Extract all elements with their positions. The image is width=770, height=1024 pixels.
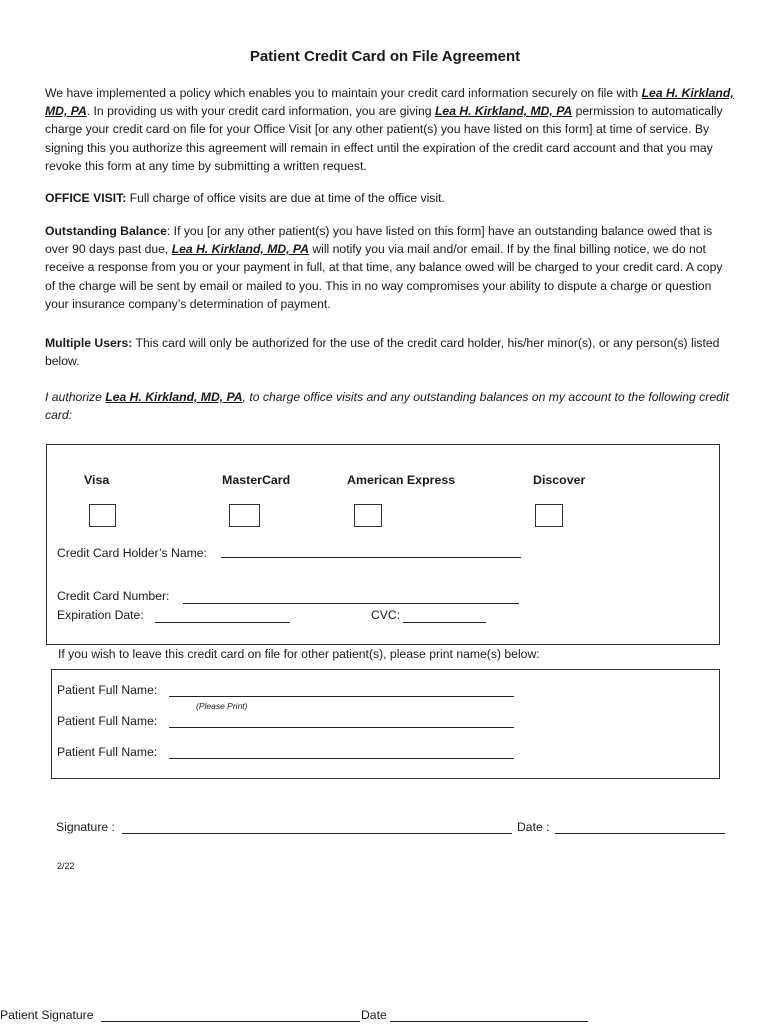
card-holder-label: Credit Card Holder’s Name:	[57, 546, 207, 560]
other-patients-box	[51, 669, 720, 779]
card-type-mastercard-label: MasterCard	[222, 473, 291, 487]
card-type-amex-label: American Express	[347, 473, 456, 487]
patient-signature-label: Patient Signature	[0, 1008, 94, 1022]
office-visit-text: Full charge of office visits are due at time of the office visit.	[126, 191, 445, 205]
outstanding-balance-label: Outstanding Balance	[45, 224, 167, 238]
credit-card-box	[46, 444, 720, 645]
outstanding-balance-paragraph	[45, 222, 735, 313]
card-number-label: Credit Card Number:	[57, 589, 170, 603]
practice-name: Lea H. Kirkland, MD, PA	[171, 242, 309, 257]
patient-name-label-3: Patient Full Name:	[57, 745, 158, 759]
patient-name-field-3[interactable]	[169, 758, 514, 759]
please-print-note: (Please Print)	[196, 701, 248, 711]
date-field[interactable]	[555, 833, 725, 834]
card-type-discover-label: Discover	[533, 473, 586, 487]
card-holder-field[interactable]	[221, 557, 521, 558]
multiple-users-label: Multiple Users:	[45, 336, 133, 350]
footer-date-label: Date	[361, 1008, 387, 1022]
intro-text-3: permission to automatically charge your credit card on file for your Office Visit [or any other patient(s) you have listed on this form] at time of service. By signing this you authorize this agreement will remain in effect until the expiration of the credit card account and that you may revoke this form at any time by submitting a written request.	[45, 104, 723, 173]
patient-name-field-1[interactable]	[169, 696, 514, 697]
patient-name-label-1: Patient Full Name:	[57, 683, 158, 697]
authorize-text-2: , to charge office visits and any outstanding balances on my account to the following credit card:	[45, 390, 729, 423]
patient-name-label-2: Patient Full Name:	[57, 714, 158, 728]
multiple-users-text: This card will only be authorized for the use of the credit card holder, his/her minor(s), or any person(s) listed below.	[45, 336, 720, 369]
card-number-field[interactable]	[183, 603, 519, 604]
card-type-visa-label: Visa	[84, 473, 110, 487]
intro-paragraph	[45, 84, 735, 175]
practice-name: Lea H. Kirkland, MD, PA	[45, 86, 734, 119]
patient-signature-field[interactable]	[101, 1021, 360, 1022]
footer-date-field[interactable]	[390, 1021, 588, 1022]
other-patients-note: If you wish to leave this credit card on file for other patient(s), please print name(s) below:	[58, 647, 540, 661]
multiple-users-paragraph	[45, 334, 735, 370]
practice-name: Lea H. Kirkland, MD, PA	[434, 104, 573, 119]
signature-label: Signature :	[56, 820, 115, 834]
authorize-text-1: I authorize	[45, 390, 106, 404]
date-label: Date :	[517, 820, 550, 834]
patient-name-field-2[interactable]	[169, 727, 514, 728]
authorize-paragraph	[45, 388, 735, 424]
intro-text-1: We have implemented a policy which enables you to maintain your credit card information securely on file with	[45, 86, 642, 100]
page-title: Patient Credit Card on File Agreement	[249, 48, 521, 65]
expiration-date-field[interactable]	[155, 622, 290, 623]
outstanding-text-2: will notify you via mail and/or email. If by the final billing notice, we do not receive a response from you or your payment in full, at that time, any balance owed will be charged to your credit card. A copy of the charge will be sent by email or mailed to you. This in no way compromises your ability to dispute a charge or question your insurance company’s determination of payment.	[45, 242, 723, 311]
signature-field[interactable]	[122, 833, 512, 834]
practice-name: Lea H. Kirkland, MD, PA	[105, 390, 243, 404]
discover-checkbox[interactable]	[535, 504, 563, 527]
outstanding-text-1: : If you [or any other patient(s) you have listed on this form] have an outstanding balance owed that is over 90 days past due,	[45, 224, 713, 257]
visa-checkbox[interactable]	[89, 504, 116, 527]
office-visit-label: OFFICE VISIT:	[45, 191, 127, 205]
expiration-date-label: Expiration Date:	[57, 608, 144, 622]
cvc-label: CVC:	[371, 608, 401, 622]
amex-checkbox[interactable]	[354, 504, 382, 527]
intro-text-2: . In providing us with your credit card information, you are giving	[86, 104, 435, 119]
mastercard-checkbox[interactable]	[229, 504, 260, 527]
cvc-field[interactable]	[403, 622, 486, 623]
revision-code: 2/22	[57, 861, 75, 871]
office-visit-paragraph	[45, 189, 735, 207]
